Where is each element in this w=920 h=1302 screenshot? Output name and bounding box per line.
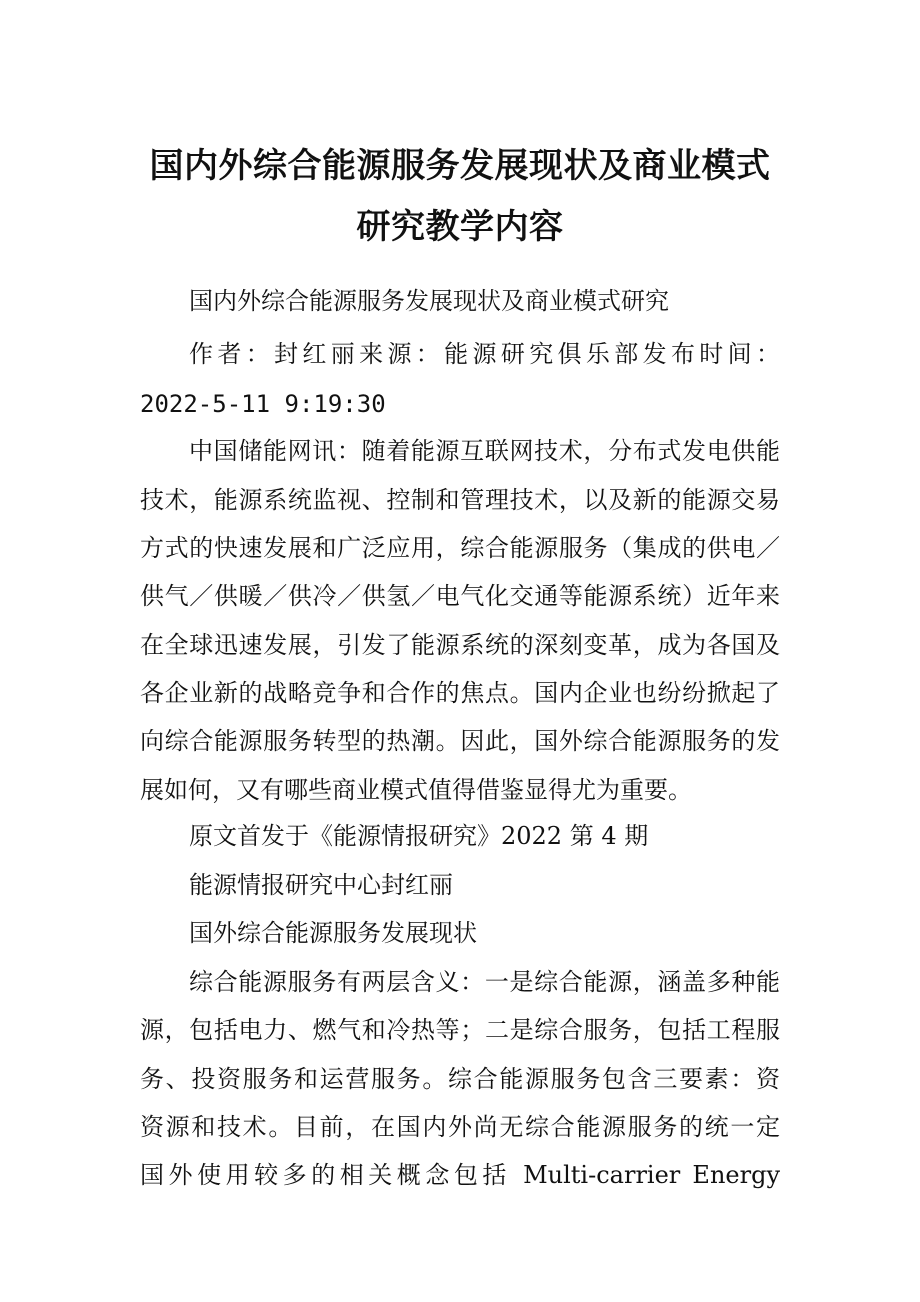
document-title-line-1: 国内外综合能源服务发展现状及商业模式 xyxy=(149,146,771,186)
body-text-line: 方式的快速发展和广泛应用，综合能源服务（集成的供电／ xyxy=(140,534,780,562)
body-text-line: 国外使用较多的相关概念包括 Multi-carrier Energy xyxy=(140,1161,780,1189)
publish-timestamp: 2022-5-11 9:19:30 xyxy=(140,390,386,418)
article-heading: 国内外综合能源服务发展现状及商业模式研究 xyxy=(189,287,669,315)
body-text-line: 供气／供暖／供冷／供氢／电气化交通等能源系统）近年来 xyxy=(140,582,780,610)
section-heading: 国外综合能源服务发展现状 xyxy=(189,919,477,947)
source-note: 原文首发于《能源情报研究》2022 第 4 期 xyxy=(189,822,649,850)
body-text-line: 中国储能网讯：随着能源互联网技术，分布式发电供能 xyxy=(189,437,780,465)
document-title-line-2: 研究教学内容 xyxy=(356,207,564,247)
body-text-line: 技术，能源系统监视、控制和管理技术，以及新的能源交易 xyxy=(140,486,780,514)
body-text-line: 各企业新的战略竞争和合作的焦点。国内企业也纷纷掀起了 xyxy=(140,679,780,707)
body-text-line: 向综合能源服务转型的热潮。因此，国外综合能源服务的发 xyxy=(140,727,780,755)
body-text-line: 源，包括电力、燃气和冷热等；二是综合服务，包括工程服 xyxy=(140,1016,780,1044)
byline: 作者：封红丽来源：能源研究俱乐部发布时间： xyxy=(189,340,780,368)
body-text-line: 展如何，又有哪些商业模式值得借鉴显得尤为重要。 xyxy=(140,776,692,804)
author-affiliation: 能源情报研究中心封红丽 xyxy=(189,871,453,899)
body-text-line: 资源和技术。目前，在国内外尚无综合能源服务的统一定 xyxy=(140,1113,780,1141)
body-text-line: 务、投资服务和运营服务。综合能源服务包含三要素：资 xyxy=(140,1065,780,1093)
body-text-line: 在全球迅速发展，引发了能源系统的深刻变革，成为各国及 xyxy=(140,631,780,659)
body-text-line: 综合能源服务有两层含义：一是综合能源，涵盖多种能 xyxy=(189,968,780,996)
